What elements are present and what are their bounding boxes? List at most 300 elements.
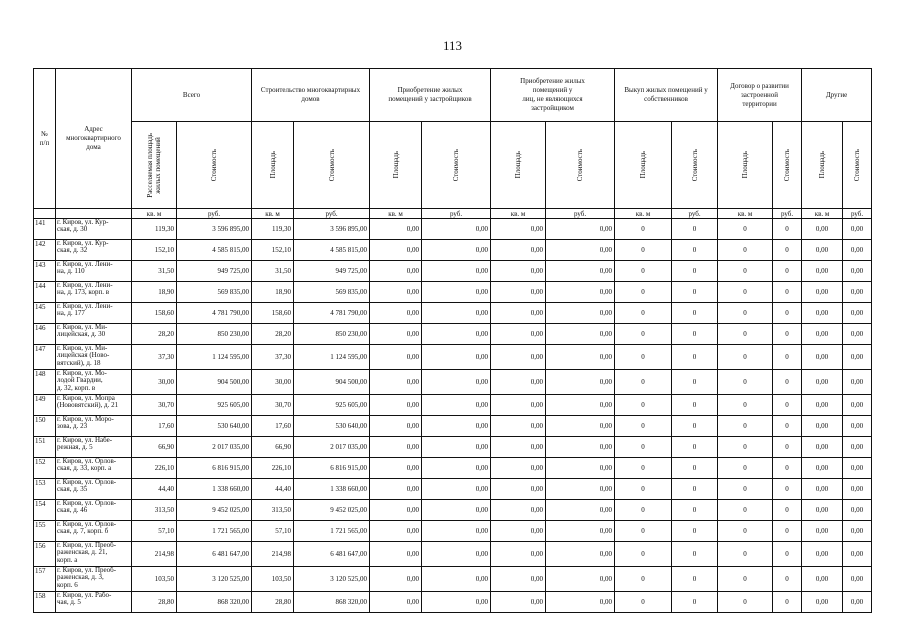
unit-label: кв. м [252,209,294,219]
row-value: 0 [672,345,718,370]
row-value: 0,00 [422,370,491,395]
header-subcolumn-label: Площадь [818,151,827,179]
header-subcolumn [422,122,491,209]
row-value: 0,00 [843,479,872,500]
row-number: 150 [34,416,56,437]
row-value: 0,00 [802,479,843,500]
header-subcolumn-label: Стоимость [576,148,585,182]
row-value: 0,00 [843,303,872,324]
row-value: 0 [615,458,672,479]
row-value: 0,00 [802,521,843,542]
row-value: 152,10 [252,240,294,261]
row-value: 0,00 [491,479,546,500]
header-subcolumn [672,122,718,209]
row-value: 0 [672,458,718,479]
row-value: 0,00 [422,261,491,282]
row-value: 0,00 [546,567,615,592]
row-value: 0 [718,345,773,370]
row-value: 0,00 [370,395,422,416]
header-subcolumn [491,122,546,209]
row-value: 44,40 [252,479,294,500]
row-value: 0 [672,479,718,500]
row-value: 0,00 [370,324,422,345]
row-value: 0 [615,240,672,261]
resettlement-table [33,68,872,613]
row-address: г. Киров, ул. Мопра (Нововятский), д. 21 [56,395,132,416]
row-value: 0,00 [370,479,422,500]
table-row [34,567,872,592]
row-value: 0,00 [491,458,546,479]
header-subcolumn [546,122,615,209]
row-value: 0 [672,282,718,303]
row-value: 0 [672,261,718,282]
header-subcolumn-label: Стоимость [210,148,218,182]
row-value: 0 [773,437,802,458]
row-value: 0,00 [370,240,422,261]
row-value: 0 [615,282,672,303]
unit-label: кв. м [802,209,843,219]
header-subcolumn [252,122,294,209]
row-value: 0,00 [422,567,491,592]
row-value: 0,00 [370,458,422,479]
row-value: 925 605,00 [177,395,252,416]
unit-label: кв. м [615,209,672,219]
row-value: 37,30 [132,345,177,370]
row-value: 0 [773,416,802,437]
row-value: 0 [672,567,718,592]
row-value: 214,98 [252,542,294,567]
table-row [34,324,872,345]
row-number: 142 [34,240,56,261]
row-value: 904 500,00 [177,370,252,395]
row-value: 0,00 [370,437,422,458]
row-value: 30,70 [132,395,177,416]
row-value: 0 [718,521,773,542]
row-value: 0 [773,395,802,416]
table-row [34,416,872,437]
row-number: 145 [34,303,56,324]
row-number: 154 [34,500,56,521]
row-value: 0 [773,542,802,567]
row-value: 0 [718,282,773,303]
unit-label: руб. [672,209,718,219]
row-value: 0,00 [546,479,615,500]
row-value: 0,00 [843,458,872,479]
row-value: 0 [615,261,672,282]
header-no: № п/п [34,69,56,209]
header-subcolumn-label: Стоимость [327,148,336,182]
row-address: г. Киров, ул. Орлов- ская, д. 35 [56,479,132,500]
row-value: 6 816 915,00 [177,458,252,479]
row-value: 0 [615,370,672,395]
header-subcolumn-label: Расселяемая площадь жилых помещений [146,132,162,198]
row-value: 0 [718,370,773,395]
header-group: Всего [132,69,252,122]
row-value: 0,00 [422,219,491,240]
row-address: г. Киров, ул. Ми- лицейская (Ново- вятский), д. 18 [56,345,132,370]
row-value: 158,60 [132,303,177,324]
header-subcolumn-label: Площадь [268,151,277,179]
row-value: 0,00 [422,240,491,261]
row-value: 0,00 [843,345,872,370]
unit-label: руб. [843,209,872,219]
row-value: 17,60 [252,416,294,437]
table-row [34,437,872,458]
table-row [34,345,872,370]
header-subcolumn [132,122,177,209]
row-value: 0,00 [546,458,615,479]
row-value: 0 [615,500,672,521]
row-number: 147 [34,345,56,370]
row-value: 0,00 [491,261,546,282]
row-value: 0 [718,416,773,437]
row-value: 0,00 [546,261,615,282]
row-value: 1 124 595,00 [294,345,370,370]
row-value: 28,20 [252,324,294,345]
row-value: 119,30 [132,219,177,240]
table-row [34,282,872,303]
row-value: 0,00 [491,395,546,416]
row-value: 0 [672,521,718,542]
row-value: 850 230,00 [294,324,370,345]
header-subcolumn [294,122,370,209]
row-value: 0 [718,592,773,613]
row-value: 0,00 [802,437,843,458]
header-subcolumn-label: Площадь [741,151,750,179]
row-value: 0,00 [491,567,546,592]
row-value: 0,00 [491,219,546,240]
row-value: 6 481 647,00 [294,542,370,567]
row-value: 0 [773,345,802,370]
row-value: 3 120 525,00 [294,567,370,592]
header-subcolumn [370,122,422,209]
row-value: 0 [718,500,773,521]
row-value: 0,00 [370,303,422,324]
row-value: 0,00 [546,219,615,240]
row-value: 0,00 [802,500,843,521]
row-value: 0,00 [491,542,546,567]
row-value: 0 [615,479,672,500]
row-value: 44,40 [132,479,177,500]
row-value: 0 [718,324,773,345]
header-group: Другие [802,69,872,122]
row-value: 0,00 [802,345,843,370]
table-row [34,240,872,261]
row-value: 0 [773,219,802,240]
row-value: 158,60 [252,303,294,324]
row-value: 0 [672,395,718,416]
table-row [34,219,872,240]
unit-label: руб. [294,209,370,219]
header-subcolumn [802,122,843,209]
unit-label: руб. [546,209,615,219]
row-value: 0,00 [802,219,843,240]
row-value: 9 452 025,00 [177,500,252,521]
header-subcolumn [615,122,672,209]
row-value: 0 [718,240,773,261]
header-subcolumn-label: Стоимость [690,148,699,182]
table-row [34,521,872,542]
row-value: 0 [672,324,718,345]
row-value: 0,00 [802,261,843,282]
row-number: 149 [34,395,56,416]
row-value: 0 [615,345,672,370]
header-group: Договор о развитии застроенной территории [718,69,802,122]
table-row [34,303,872,324]
row-value: 0,00 [843,542,872,567]
header-subcolumn [177,122,252,209]
row-value: 0 [718,479,773,500]
row-value: 569 835,00 [294,282,370,303]
row-value: 0,00 [802,324,843,345]
header-subcolumn [843,122,872,209]
row-value: 4 781 790,00 [177,303,252,324]
row-value: 0,00 [422,324,491,345]
row-value: 66,90 [132,437,177,458]
row-value: 226,10 [132,458,177,479]
row-address: г. Киров, ул. Орлов- ская, д. 46 [56,500,132,521]
header-subcolumn-label: Площадь [639,151,648,179]
header-group: Строительство многоквартирных домов [252,69,370,122]
row-value: 3 120 525,00 [177,567,252,592]
row-value: 3 596 895,00 [177,219,252,240]
row-value: 2 017 035,00 [177,437,252,458]
row-value: 0,00 [843,416,872,437]
row-value: 0,00 [422,282,491,303]
row-number: 157 [34,567,56,592]
row-value: 0,00 [491,240,546,261]
row-value: 0,00 [422,458,491,479]
row-value: 0,00 [370,567,422,592]
row-value: 0,00 [491,500,546,521]
row-value: 0 [773,592,802,613]
row-value: 9 452 025,00 [294,500,370,521]
unit-label: кв. м [491,209,546,219]
row-value: 0 [718,567,773,592]
row-value: 0 [718,303,773,324]
row-address: г. Киров, ул. Набе- режная, д. 5 [56,437,132,458]
row-value: 0,00 [491,303,546,324]
row-value: 0 [718,395,773,416]
unit-label: руб. [177,209,252,219]
row-value: 0,00 [422,395,491,416]
row-value: 0 [773,324,802,345]
row-value: 18,90 [132,282,177,303]
row-value: 0 [615,395,672,416]
row-value: 1 124 595,00 [177,345,252,370]
row-value: 0,00 [546,416,615,437]
row-value: 0 [615,437,672,458]
row-value: 0,00 [802,458,843,479]
row-value: 0,00 [370,219,422,240]
row-value: 1 338 660,00 [177,479,252,500]
row-number: 148 [34,370,56,395]
row-number: 155 [34,521,56,542]
row-value: 0 [718,261,773,282]
row-value: 28,20 [132,324,177,345]
row-value: 0,00 [802,542,843,567]
row-value: 66,90 [252,437,294,458]
row-value: 1 721 565,00 [294,521,370,542]
header-subcolumn [718,122,773,209]
row-value: 0 [615,542,672,567]
row-value: 0,00 [843,261,872,282]
row-value: 28,80 [132,592,177,613]
row-value: 868 320,00 [177,592,252,613]
row-value: 0,00 [491,592,546,613]
row-value: 57,10 [132,521,177,542]
table-row [34,395,872,416]
row-value: 0,00 [546,521,615,542]
row-value: 530 640,00 [294,416,370,437]
row-value: 4 781 790,00 [294,303,370,324]
row-value: 904 500,00 [294,370,370,395]
row-value: 152,10 [132,240,177,261]
row-value: 0,00 [491,324,546,345]
unit-label: руб. [422,209,491,219]
row-value: 0,00 [843,500,872,521]
row-number: 151 [34,437,56,458]
header-subcolumn-label: Стоимость [853,148,862,182]
header-address: Адрес многоквартирного дома [56,69,132,209]
row-value: 0 [718,437,773,458]
row-number: 158 [34,592,56,613]
row-number: 143 [34,261,56,282]
row-value: 31,50 [132,261,177,282]
row-value: 0,00 [491,370,546,395]
row-value: 0 [615,567,672,592]
row-value: 119,30 [252,219,294,240]
row-value: 6 481 647,00 [177,542,252,567]
row-value: 37,30 [252,345,294,370]
row-value: 569 835,00 [177,282,252,303]
row-value: 30,70 [252,395,294,416]
table-row [34,592,872,613]
row-value: 0,00 [843,521,872,542]
row-number: 153 [34,479,56,500]
row-value: 0,00 [370,542,422,567]
row-value: 949 725,00 [177,261,252,282]
table-row [34,261,872,282]
header-subcolumn-label: Площадь [391,151,400,179]
row-value: 0,00 [370,500,422,521]
row-value: 0,00 [491,345,546,370]
row-value: 30,00 [252,370,294,395]
row-number: 144 [34,282,56,303]
row-value: 0 [773,458,802,479]
units-blank [34,209,56,219]
row-value: 0,00 [802,567,843,592]
row-value: 0,00 [491,521,546,542]
table-row [34,370,872,395]
unit-label: руб. [773,209,802,219]
row-value: 0,00 [546,592,615,613]
row-value: 0 [615,219,672,240]
row-address: г. Киров, ул. Преоб- раженская, д. 3, корп. 6 [56,567,132,592]
row-value: 0 [672,437,718,458]
row-address: г. Киров, ул. Кур- ская, д. 30 [56,219,132,240]
row-value: 925 605,00 [294,395,370,416]
row-value: 4 585 815,00 [294,240,370,261]
row-value: 0,00 [802,370,843,395]
row-value: 0 [773,282,802,303]
row-address: г. Киров, ул. Орлов- ская, д. 33, корп. а [56,458,132,479]
row-value: 0,00 [422,592,491,613]
row-value: 0,00 [422,542,491,567]
row-value: 0 [773,240,802,261]
row-value: 0,00 [843,219,872,240]
row-value: 0,00 [843,282,872,303]
table-row [34,542,872,567]
row-value: 0,00 [546,303,615,324]
row-value: 0,00 [370,416,422,437]
row-value: 0,00 [491,416,546,437]
row-value: 0 [672,370,718,395]
row-value: 0,00 [843,324,872,345]
row-value: 0,00 [546,500,615,521]
units-blank [56,209,132,219]
table-row [34,500,872,521]
row-value: 0 [718,458,773,479]
row-value: 0 [773,303,802,324]
row-value: 868 320,00 [294,592,370,613]
row-value: 0,00 [546,395,615,416]
row-value: 0 [718,542,773,567]
row-value: 0,00 [802,395,843,416]
row-value: 0 [615,521,672,542]
row-value: 0,00 [843,240,872,261]
row-value: 0,00 [422,416,491,437]
row-value: 30,00 [132,370,177,395]
row-value: 0 [773,567,802,592]
row-value: 0,00 [802,303,843,324]
row-value: 0 [672,592,718,613]
unit-label: кв. м [132,209,177,219]
row-value: 31,50 [252,261,294,282]
row-value: 0 [672,240,718,261]
row-value: 28,80 [252,592,294,613]
row-value: 0,00 [422,500,491,521]
row-value: 0,00 [370,282,422,303]
row-address: г. Киров, ул. Кур- ская, д. 32 [56,240,132,261]
row-value: 949 725,00 [294,261,370,282]
table-row [34,458,872,479]
row-value: 0 [672,416,718,437]
row-value: 6 816 915,00 [294,458,370,479]
row-value: 0 [773,370,802,395]
row-value: 0,00 [546,240,615,261]
row-value: 103,50 [252,567,294,592]
row-value: 0,00 [370,345,422,370]
row-address: г. Киров, ул. Орлов- ская, д. 7, корп. б [56,521,132,542]
row-value: 103,50 [132,567,177,592]
row-value: 313,50 [132,500,177,521]
row-value: 0,00 [422,303,491,324]
header-subcolumn [773,122,802,209]
row-value: 0,00 [422,345,491,370]
row-value: 0,00 [546,542,615,567]
row-value: 0,00 [422,479,491,500]
row-value: 0,00 [843,592,872,613]
header-subcolumn-label: Стоимость [783,148,792,182]
row-number: 141 [34,219,56,240]
row-value: 0,00 [546,437,615,458]
row-value: 0 [615,416,672,437]
row-value: 0,00 [802,592,843,613]
row-value: 0,00 [546,282,615,303]
row-value: 0,00 [422,437,491,458]
unit-label: кв. м [718,209,773,219]
